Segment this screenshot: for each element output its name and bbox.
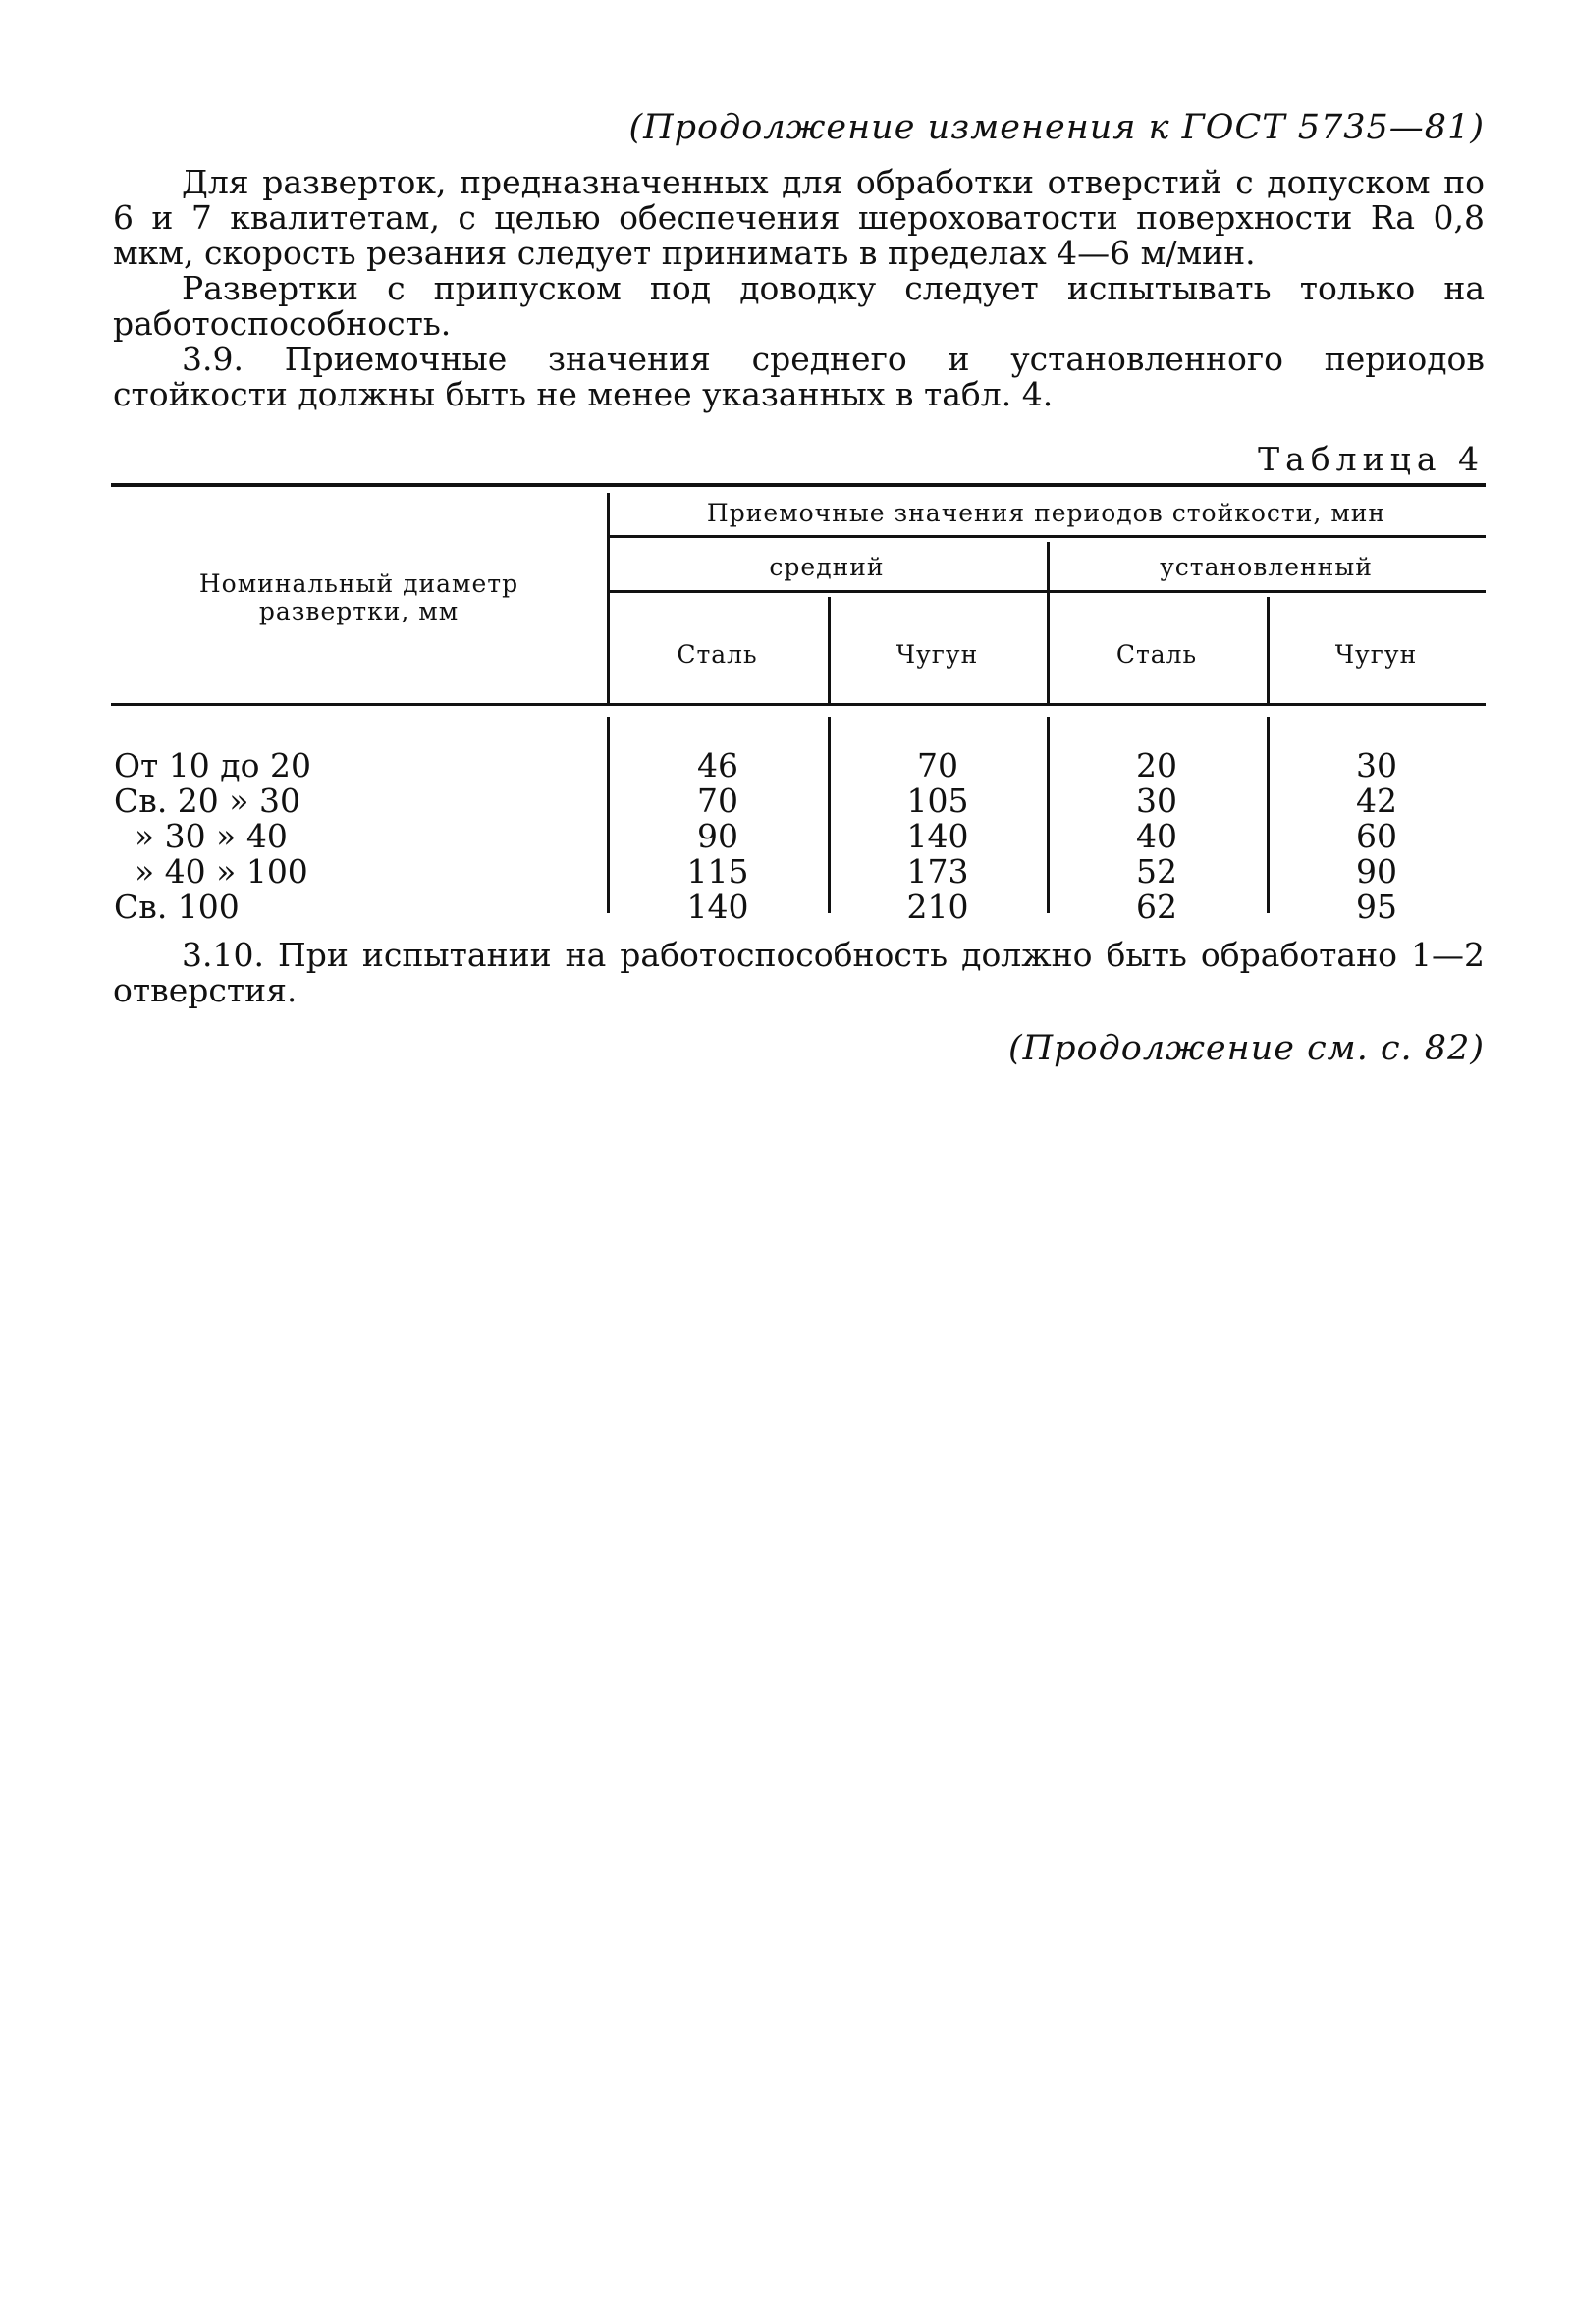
value-steel-average: 115 xyxy=(686,852,749,891)
value-steel-average: 46 xyxy=(697,746,738,784)
continuation-footer: (Продолжение см. с. 82) xyxy=(1007,1029,1485,1068)
row-diameter: » 30 » 40 xyxy=(114,817,288,855)
value-iron-average: 140 xyxy=(906,817,969,855)
paragraph-lapping-allowance xyxy=(113,271,1485,342)
paragraph-3-9 xyxy=(113,342,1485,412)
value-steel-established: 20 xyxy=(1136,746,1177,784)
value-steel-established: 62 xyxy=(1136,888,1177,926)
vrule-group-split-body xyxy=(1047,717,1050,913)
vrule-set-split-body xyxy=(1267,717,1270,913)
value-iron-established: 60 xyxy=(1356,817,1397,855)
row-diameter: Св. 20 » 30 xyxy=(114,782,300,820)
paragraph-cutting-speed-text: Для разверток, предназначенных для обработки отверстий с допуском по 6 и 7 квалитетам, с целью обеспечения шероховатости поверхности Ra 0,8 мкм, скорость резания следует принимать в пределах 4—6 м/мин. xyxy=(113,163,1485,272)
value-iron-average: 210 xyxy=(906,888,969,926)
value-iron-established: 30 xyxy=(1356,746,1397,784)
header-bottom-rule xyxy=(111,703,1486,706)
header-iron-established: Чугун xyxy=(1334,640,1418,669)
group-header-rule xyxy=(607,535,1486,538)
header-iron-average: Чугун xyxy=(895,640,979,669)
value-iron-established: 95 xyxy=(1356,888,1397,926)
header-established: установленный xyxy=(1160,553,1373,581)
header-diameter-line1: Номинальный диаметр xyxy=(198,569,519,598)
value-steel-established: 30 xyxy=(1136,782,1177,820)
value-iron-established: 90 xyxy=(1356,852,1397,891)
header-average: средний xyxy=(769,553,885,581)
header-steel-established: Сталь xyxy=(1115,640,1198,669)
value-steel-established: 40 xyxy=(1136,817,1177,855)
header-group: Приемочные значения периодов стойкости, мин xyxy=(706,499,1386,527)
value-steel-average: 90 xyxy=(697,817,738,855)
row-diameter: От 10 до 20 xyxy=(114,746,311,784)
paragraph-3-10 xyxy=(113,938,1485,1008)
value-iron-average: 70 xyxy=(917,746,958,784)
value-steel-established: 52 xyxy=(1136,852,1177,891)
row-diameter: » 40 » 100 xyxy=(114,852,308,891)
value-iron-established: 42 xyxy=(1356,782,1397,820)
vrule-avg-split-body xyxy=(828,717,831,913)
value-steel-average: 140 xyxy=(686,888,749,926)
paragraph-cutting-speed xyxy=(113,165,1485,271)
durability-table xyxy=(111,483,1486,926)
header-diameter-line2: развертки, мм xyxy=(258,597,460,625)
paragraph-3-10-text: 3.10. При испытании на работоспособность должно быть обработано 1—2 отверстия. xyxy=(113,936,1485,1009)
table-title: Таблица 4 xyxy=(1258,440,1485,478)
continuation-header: (Продолжение изменения к ГОСТ 5735—81) xyxy=(628,108,1485,147)
value-steel-average: 70 xyxy=(697,782,738,820)
vrule-left-body xyxy=(607,717,610,913)
paragraph-lapping-allowance-text: Развертки с припуском под доводку следует испытывать только на работоспособность. xyxy=(113,269,1485,343)
paragraph-3-9-text: 3.9. Приемочные значения среднего и установленного периодов стойкости должны быть не менее указанных в табл. 4. xyxy=(113,340,1485,413)
row-diameter: Св. 100 xyxy=(114,888,240,926)
value-iron-average: 173 xyxy=(906,852,969,891)
header-steel-average: Сталь xyxy=(677,640,758,669)
table-top-rule xyxy=(111,483,1486,487)
value-iron-average: 105 xyxy=(906,782,969,820)
